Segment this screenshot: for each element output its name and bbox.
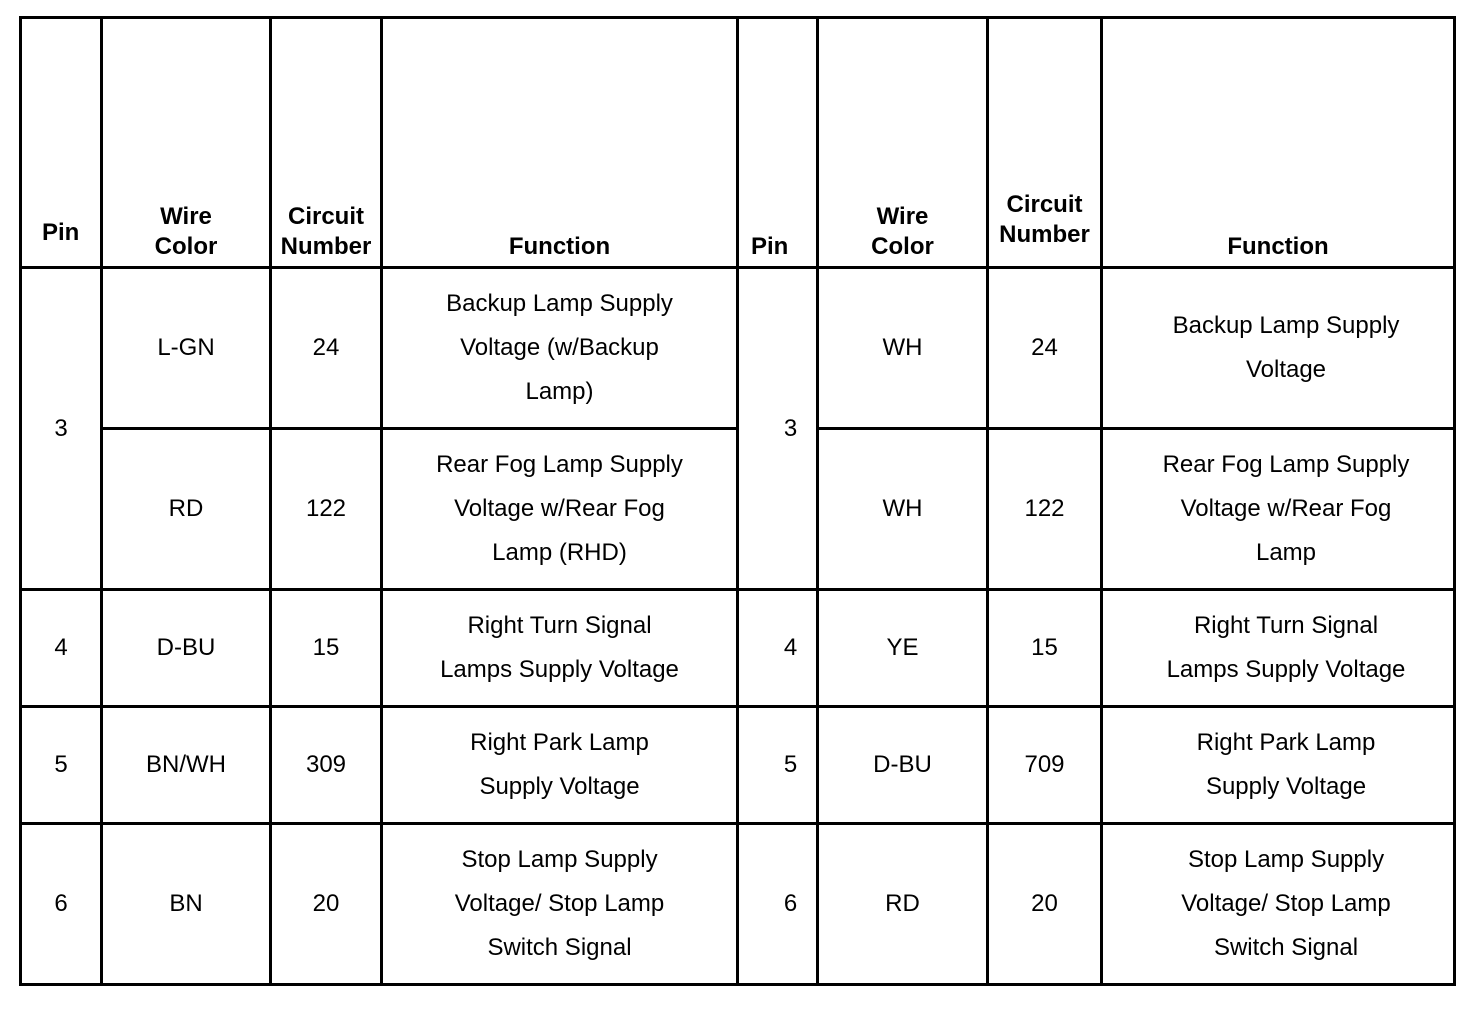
function-cell-left: Rear Fog Lamp Supply Voltage w/Rear Fog Lamp (RHD) <box>382 429 738 590</box>
wire-color-cell-left: BN/WH <box>102 707 271 824</box>
function-cell-left: Backup Lamp Supply Voltage (w/Backup Lamp) <box>382 268 738 429</box>
wire-color-cell-right: WH <box>818 429 988 590</box>
function-cell-left: Right Turn Signal Lamps Supply Voltage <box>382 590 738 707</box>
circuit-cell-left: 24 <box>271 268 382 429</box>
wire-color-cell-right: YE <box>818 590 988 707</box>
header-circuit-number-right: Circuit Number <box>988 18 1102 268</box>
pin-cell-right: 4 <box>738 590 818 707</box>
wire-color-cell-right: D-BU <box>818 707 988 824</box>
function-cell-right: Backup Lamp Supply Voltage <box>1102 268 1455 429</box>
wire-color-cell-left: BN <box>102 824 271 985</box>
table-row <box>21 824 1455 985</box>
circuit-cell-right: 709 <box>988 707 1102 824</box>
wire-color-cell-right: WH <box>818 268 988 429</box>
function-cell-right: Right Turn Signal Lamps Supply Voltage <box>1102 590 1455 707</box>
wire-color-cell-left: L-GN <box>102 268 271 429</box>
header-pin-left: Pin <box>21 18 102 268</box>
circuit-cell-left: 309 <box>271 707 382 824</box>
header-wire-color-left: Wire Color <box>102 18 271 268</box>
pin-cell-right: 6 <box>738 824 818 985</box>
header-function-left: Function <box>382 18 738 268</box>
pinout-table <box>19 16 1456 986</box>
circuit-cell-left: 15 <box>271 590 382 707</box>
pin-cell-left: 4 <box>21 590 102 707</box>
circuit-cell-right: 24 <box>988 268 1102 429</box>
pin-cell-left: 6 <box>21 824 102 985</box>
header-function-right: Function <box>1102 18 1455 268</box>
wire-color-cell-left: RD <box>102 429 271 590</box>
table-row <box>21 590 1455 707</box>
table-row <box>21 707 1455 824</box>
circuit-cell-left: 122 <box>271 429 382 590</box>
header-circuit-number-left: Circuit Number <box>271 18 382 268</box>
header-pin-right: Pin <box>738 18 818 268</box>
circuit-cell-right: 122 <box>988 429 1102 590</box>
table-row <box>21 268 1455 429</box>
header-row <box>21 18 1455 268</box>
wire-color-cell-right: RD <box>818 824 988 985</box>
function-cell-left: Stop Lamp Supply Voltage/ Stop Lamp Switch Signal <box>382 824 738 985</box>
function-cell-left: Right Park Lamp Supply Voltage <box>382 707 738 824</box>
function-cell-right: Rear Fog Lamp Supply Voltage w/Rear Fog Lamp <box>1102 429 1455 590</box>
circuit-cell-left: 20 <box>271 824 382 985</box>
pin-cell-right: 5 <box>738 707 818 824</box>
pinout-table-container <box>19 16 1456 986</box>
pin-cell-left: 3 <box>21 268 102 590</box>
circuit-cell-right: 15 <box>988 590 1102 707</box>
pin-cell-left: 5 <box>21 707 102 824</box>
wire-color-cell-left: D-BU <box>102 590 271 707</box>
function-cell-right: Right Park Lamp Supply Voltage <box>1102 707 1455 824</box>
circuit-cell-right: 20 <box>988 824 1102 985</box>
function-cell-right: Stop Lamp Supply Voltage/ Stop Lamp Switch Signal <box>1102 824 1455 985</box>
header-wire-color-right: Wire Color <box>818 18 988 268</box>
pin-cell-right: 3 <box>738 268 818 590</box>
